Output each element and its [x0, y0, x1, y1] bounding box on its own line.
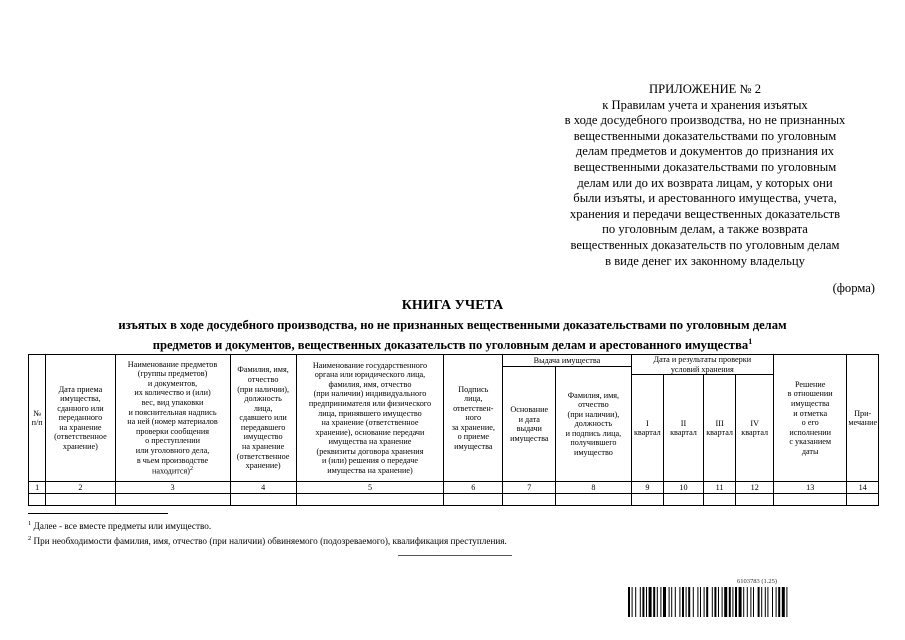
- empty-cell: [115, 494, 230, 506]
- header-text-line: квартал: [670, 428, 697, 438]
- header-text-line: получившего: [570, 438, 617, 448]
- appendix-line: в виде денег их законному владельцу: [605, 253, 805, 268]
- footnote-1: [28, 520, 211, 531]
- header-text-line: (при наличии),: [567, 409, 620, 419]
- header-text-line: Наименование государственного: [312, 360, 428, 370]
- empty-cell: [29, 494, 46, 506]
- column-number: 6: [444, 482, 503, 494]
- footnote-ref-2: 2: [190, 466, 194, 473]
- barcode-bar: [747, 587, 748, 617]
- subtitle-line-1: изъятых в ходе досудебного производства, но не признанных вещественными доказательствами по уголовным делам: [118, 318, 787, 332]
- header-receiving-organization: [296, 355, 444, 482]
- header-text-line: за хранение,: [451, 422, 495, 432]
- barcode-bar: [776, 587, 777, 617]
- barcode-bar: [724, 587, 727, 617]
- header-text-line: Основание: [510, 404, 549, 414]
- header-number: [29, 355, 46, 482]
- column-number: 12: [736, 482, 774, 494]
- header-text-line: квартал: [706, 428, 734, 438]
- header-text-line: квартал: [741, 428, 769, 438]
- barcode-image: [628, 587, 886, 617]
- column-number: 10: [664, 482, 704, 494]
- barcode-bar: [697, 587, 698, 617]
- barcode-bar: [632, 587, 633, 617]
- header-text-line: Решение: [794, 379, 826, 389]
- header-text-line: и подпись лица,: [565, 428, 622, 438]
- barcode-bar: [739, 587, 742, 617]
- header-text-line: I: [645, 418, 649, 428]
- footnote-mark: 2: [28, 535, 32, 542]
- header-items: [115, 355, 230, 482]
- header-text-line: имущество: [243, 432, 283, 442]
- header-quarter-4: [736, 375, 774, 482]
- appendix-line: в ходе досудебного производства, но не признанных: [564, 113, 846, 128]
- header-issue-group: Выдача имущества: [503, 355, 631, 367]
- barcode-bar: [657, 587, 658, 617]
- header-text-line: имущества,: [60, 394, 101, 404]
- footnote-ref-1: 1: [748, 336, 753, 346]
- footnote-separator: [28, 513, 168, 514]
- header-text-line: II: [680, 418, 687, 428]
- barcode-bar: [669, 587, 670, 617]
- barcode-bar: [753, 587, 754, 617]
- header-text-line: ного: [465, 413, 482, 423]
- header-text-line: Дата приема: [58, 384, 103, 394]
- appendix-line: по уголовным делам, а также возврата: [602, 222, 808, 237]
- header-text-line: органа или юридического лица,: [314, 370, 426, 380]
- header-text-line: о преступлении: [145, 436, 200, 446]
- header-text-line: (ответственное: [54, 432, 107, 442]
- subtitle-line-2-text: предметов и документов, вещественных доказательств по уголовным делам и арестованного имущества: [152, 337, 749, 352]
- empty-cell: [847, 494, 879, 506]
- appendix-line: хранения и передачи вещественных доказательств: [569, 206, 841, 221]
- barcode-bar: [675, 587, 676, 617]
- header-text-line: переданного: [58, 413, 103, 423]
- barcode-bar: [718, 587, 719, 617]
- header-text-line: на хранение: [241, 442, 285, 452]
- barcode-bar: [761, 587, 762, 617]
- header-quarter-1: [631, 375, 664, 482]
- barcode-bar: [750, 587, 751, 617]
- closing-rule: [398, 555, 512, 556]
- header-text-line: имущества на хранение): [327, 466, 413, 476]
- barcode-bar: [653, 587, 655, 617]
- header-decision: [774, 355, 847, 482]
- table-row: [29, 494, 879, 506]
- header-text-line: (группы предметов): [137, 369, 208, 379]
- barcode-number: 6103783 (1.25): [736, 578, 778, 585]
- header-text-line: отчество: [247, 374, 279, 384]
- barcode-bar: [688, 587, 690, 617]
- barcode-bar: [700, 587, 701, 617]
- header-quarter-3: [703, 375, 736, 482]
- column-number: 11: [703, 482, 736, 494]
- barcode-bar: [646, 587, 647, 617]
- header-text-line: должность: [244, 394, 282, 404]
- barcode-bar: [671, 587, 672, 617]
- barcode-bar: [679, 587, 680, 617]
- barcode-bar: [772, 587, 773, 617]
- barcode-bar: [778, 587, 780, 617]
- header-issue-basis: [503, 367, 556, 482]
- appendix-line: вещественными доказательствами по уголовным: [573, 128, 837, 143]
- header-text-line: должность: [574, 419, 613, 429]
- barcode-bar: [743, 587, 744, 617]
- appendix-line: делам предметов и документов до признания их: [575, 144, 835, 159]
- barcode-bar: [706, 587, 708, 617]
- appendix-line: были изъяты, и арестованного имущества, учета,: [573, 191, 837, 206]
- header-note: [847, 355, 879, 482]
- empty-cell: [664, 494, 704, 506]
- barcode-bar: [704, 587, 705, 617]
- header-text-line: условий хранения: [670, 364, 734, 374]
- barcode-bar: [722, 587, 723, 617]
- header-text-line: (реквизиты договора хранения: [316, 446, 424, 456]
- header-text-line: в чьем производстве: [136, 455, 209, 465]
- header-text-line: №: [33, 408, 42, 418]
- book-title: КНИГА УЧЕТА: [401, 298, 504, 313]
- footnote-mark: 1: [28, 520, 32, 527]
- barcode-bar: [649, 587, 652, 617]
- column-number: 9: [631, 482, 664, 494]
- barcode-bar: [735, 587, 737, 617]
- column-number: 5: [296, 482, 444, 494]
- header-quarter-2: [664, 375, 704, 482]
- header-text-line: проверки сообщения: [136, 426, 210, 436]
- barcode-bar: [682, 587, 684, 617]
- header-text-line: IV: [750, 418, 760, 428]
- header-text-line: Фамилия, имя,: [567, 390, 620, 400]
- header-text-line: сданного или: [57, 403, 104, 413]
- header-text-line: и документов,: [147, 378, 198, 388]
- empty-cell: [444, 494, 503, 506]
- barcode-bar: [635, 587, 636, 617]
- barcode-bar: [628, 587, 630, 617]
- footnote-text: При необходимости фамилия, имя, отчество (при наличии) обвиняемого (подозреваемого), квалификация преступления.: [31, 536, 507, 547]
- barcode-bar: [782, 587, 785, 617]
- header-text-line: квартал: [633, 428, 661, 438]
- barcode-bar: [686, 587, 687, 617]
- empty-cell: [703, 494, 736, 506]
- column-number: 13: [774, 482, 847, 494]
- header-text-line: имущества на хранение: [328, 437, 412, 447]
- barcode-bar: [712, 587, 713, 617]
- book-subtitle: [0, 318, 905, 353]
- appendix-line: делам или до их возврата лицам, у которых они: [577, 175, 833, 190]
- footnote-2: [28, 535, 507, 546]
- header-text-line: их количество и (или): [134, 388, 211, 398]
- barcode-bar: [642, 587, 644, 617]
- appendix-line: к Правилам учета и хранения изъятых: [602, 97, 808, 112]
- form-label: (форма): [832, 281, 875, 295]
- header-text-line: даты: [801, 446, 819, 456]
- header-text-line: и (или) решения о передаче: [321, 456, 418, 466]
- header-person-handed: [230, 355, 296, 482]
- barcode-bar: [714, 587, 716, 617]
- header-text-line: сдавшего или: [239, 413, 287, 423]
- empty-cell: [631, 494, 664, 506]
- barcode-bar: [786, 587, 787, 617]
- header-text-line: лица,: [253, 403, 273, 413]
- header-text-line: выдачи: [516, 424, 542, 434]
- header-date-received: [46, 355, 115, 482]
- header-text-line: хранение), основание передачи: [315, 427, 425, 437]
- header-text-line: лица, принявшего имущество: [318, 408, 422, 418]
- header-text-line: Подпись: [458, 384, 489, 394]
- header-text-line: и пояснительная надпись: [128, 407, 217, 417]
- empty-cell: [46, 494, 115, 506]
- barcode-bar: [765, 587, 766, 617]
- empty-cell: [230, 494, 296, 506]
- header-text-line: (при наличии),: [237, 384, 290, 394]
- barcode-bar: [663, 587, 666, 617]
- barcode-bar: [758, 587, 760, 617]
- appendix-line: вещественными доказательствами по уголовным: [573, 159, 837, 174]
- header-text-line: о приеме: [457, 432, 490, 442]
- header-text-line: вес, вид упаковки: [141, 398, 204, 408]
- header-text-line: хранение): [62, 442, 98, 452]
- header-text-line: Дата и результаты проверки: [653, 355, 752, 364]
- header-check-group: [631, 355, 773, 375]
- column-number: 2: [46, 482, 115, 494]
- header-text-line: мечание: [848, 418, 878, 428]
- header-text-line: в отношении: [787, 389, 833, 399]
- empty-cell: [503, 494, 556, 506]
- barcode-block: [628, 578, 886, 618]
- header-text-line: передавшего: [240, 422, 286, 432]
- column-number: 14: [847, 482, 879, 494]
- header-text-line: фамилия, имя, отчество: [328, 379, 412, 389]
- appendix-line: ПРИЛОЖЕНИЕ № 2: [649, 82, 761, 96]
- barcode-bar: [732, 587, 733, 617]
- header-text-line: имущество: [573, 448, 613, 458]
- barcode-bar: [693, 587, 694, 617]
- empty-cell: [296, 494, 444, 506]
- header-text-line: на ней (номер материалов: [127, 417, 218, 427]
- header-text-line: отчество: [578, 400, 609, 410]
- header-text-line: (ответственное: [236, 451, 290, 461]
- header-issue-recipient: [556, 367, 631, 482]
- barcode-bar: [767, 587, 768, 617]
- header-text-line: и дата: [518, 414, 540, 424]
- header-text-line: и отметка: [793, 408, 828, 418]
- header-text-line: предпринимателя или физического: [308, 398, 432, 408]
- header-text-line: имущества: [790, 398, 830, 408]
- header-signature-responsible: [444, 355, 503, 482]
- barcode-bar: [640, 587, 641, 617]
- appendix-header: [520, 82, 890, 269]
- header-text-line: Наименование предметов: [127, 359, 218, 369]
- header-text-line: или уголовного дела,: [135, 446, 210, 455]
- header-text-line: лица,: [464, 394, 483, 404]
- header-text-line: на хранение: [59, 422, 102, 432]
- column-number: 1: [29, 482, 46, 494]
- header-text-line: имущества: [510, 433, 549, 443]
- header-text-line: исполнении: [789, 427, 831, 437]
- empty-cell: [556, 494, 631, 506]
- header-text-line: о его: [801, 418, 819, 428]
- header-text-line: хранение): [245, 461, 281, 471]
- header-text-line: ответствен-: [453, 403, 494, 413]
- empty-cell: [736, 494, 774, 506]
- header-text-line: находится)$^2$: [152, 466, 194, 476]
- appendix-line: вещественных доказательств по уголовным делам: [570, 237, 840, 252]
- header-text-line: на хранение (ответственное: [321, 418, 419, 428]
- column-number: 8: [556, 482, 631, 494]
- barcode-bar: [660, 587, 661, 617]
- header-text-line: п/п: [31, 418, 43, 428]
- header-text-line: III: [715, 418, 724, 428]
- column-number: 7: [503, 482, 556, 494]
- header-text-line: с указанием: [789, 437, 832, 447]
- subtitle-line-2: [0, 334, 905, 354]
- column-number: 3: [115, 482, 230, 494]
- footnote-text: Далее - все вместе предметы или имущество.: [31, 521, 212, 532]
- header-text-line: Фамилия, имя,: [237, 365, 289, 375]
- header-text-line: имущества: [454, 442, 493, 452]
- ledger-table: [28, 354, 879, 506]
- barcode-bar: [729, 587, 731, 617]
- empty-cell: [774, 494, 847, 506]
- header-text-line: При-: [854, 408, 872, 418]
- column-number: 4: [230, 482, 296, 494]
- header-text-line: (при наличии) индивидуального: [313, 389, 427, 399]
